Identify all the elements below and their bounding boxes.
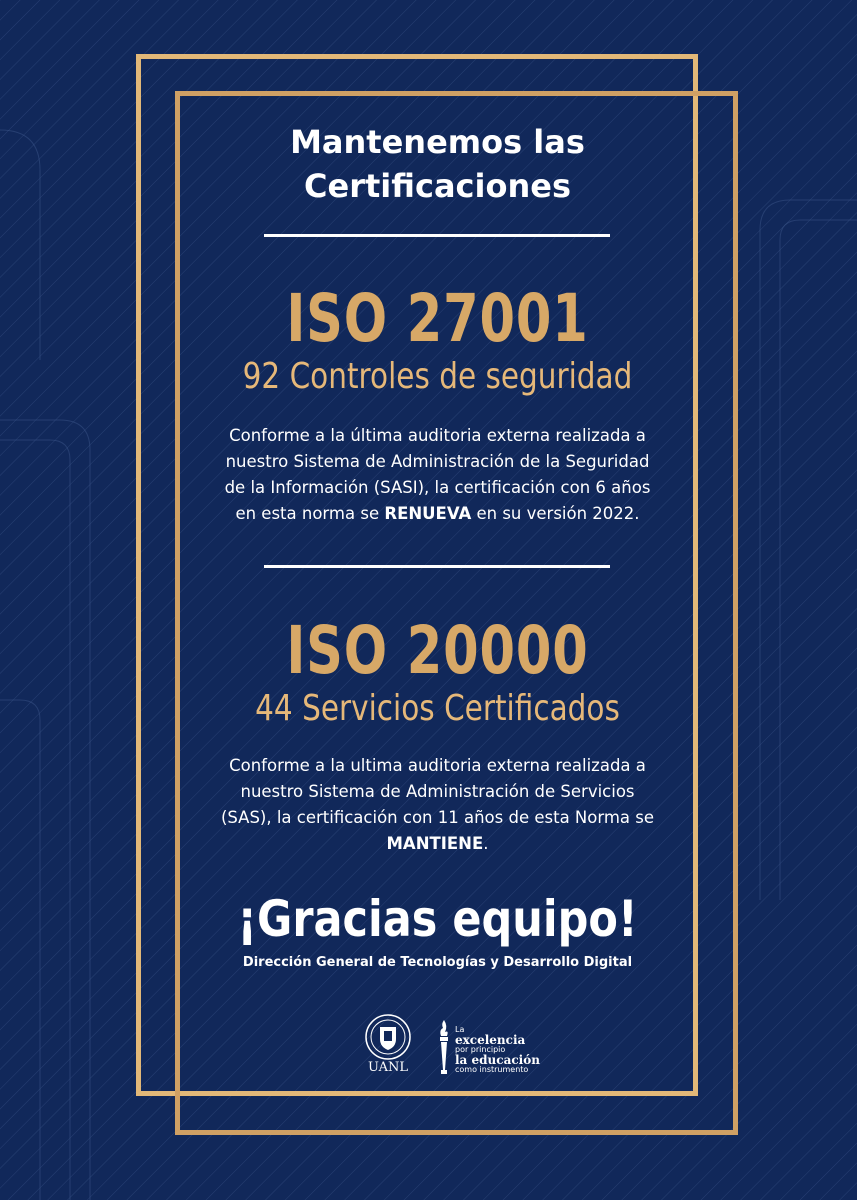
divider xyxy=(264,234,610,237)
text-line: Conforme a la última auditoria externa realizada a xyxy=(229,426,646,445)
heading-line-2: Certificaciones xyxy=(304,167,571,205)
department-name: Dirección General de Tecnologías y Desarrollo Digital xyxy=(242,955,633,970)
renueva-emphasis: RENUEVA xyxy=(384,504,472,523)
thanks-title: ¡Gracias equipo! xyxy=(237,890,638,948)
mantiene-emphasis: MANTIENE xyxy=(386,834,484,853)
text-line: Conforme a la ultima auditoria externa realizada a xyxy=(229,756,646,775)
iso20000-description xyxy=(175,753,700,857)
heading-line-1: Mantenemos las xyxy=(290,123,585,161)
text-line: de la Información (SASI), la certificación con 6 años xyxy=(224,478,651,497)
text-line: nuestro Sistema de Administración de Servicios xyxy=(240,782,635,801)
text-line: (SAS), la certificación con 11 años de esta Norma se xyxy=(220,808,655,827)
text-segment: en su versión 2022. xyxy=(471,504,640,523)
motto-line: excelencia xyxy=(455,1033,526,1047)
iso20000-subtitle: 44 Servicios Certificados xyxy=(255,688,620,729)
text-line xyxy=(175,501,700,527)
motto-line: la educación xyxy=(455,1053,540,1067)
motto-line: como instrumento xyxy=(455,1065,529,1074)
text-line xyxy=(175,831,700,857)
uanl-label: UANL xyxy=(368,1060,408,1075)
text-segment: en esta norma se xyxy=(235,504,385,523)
text-line: nuestro Sistema de Administración de la Seguridad xyxy=(225,452,650,471)
motto-line: por principio xyxy=(455,1045,506,1054)
divider xyxy=(264,565,610,568)
motto-text xyxy=(455,1025,540,1075)
text-segment: . xyxy=(483,834,489,853)
iso20000-title: ISO 20000 xyxy=(286,612,589,689)
iso27001-description xyxy=(175,423,700,527)
university-seal-icon xyxy=(364,1013,412,1061)
motto-line: La xyxy=(455,1025,465,1034)
iso27001-subtitle: 92 Controles de seguridad xyxy=(242,356,633,397)
iso27001-title: ISO 27001 xyxy=(286,280,589,357)
torch-icon xyxy=(436,1018,452,1076)
page-heading xyxy=(175,120,700,208)
